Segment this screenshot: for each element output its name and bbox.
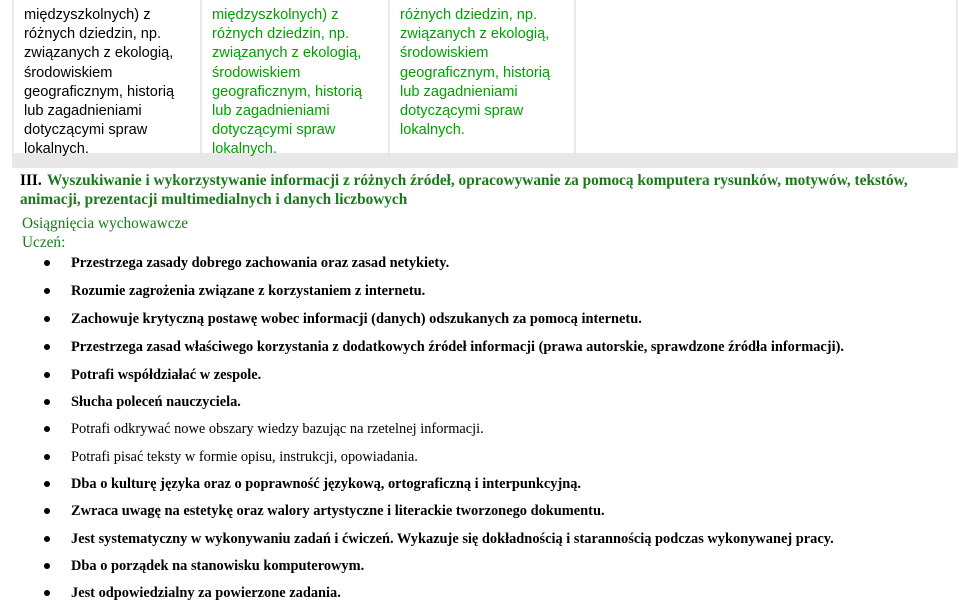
section-heading	[20, 171, 950, 209]
list-item-text: Dba o porządek na stanowisku komputerowym.	[71, 558, 365, 574]
bullet-icon	[44, 344, 50, 350]
cell-text: międzyszkolnych) z różnych dziedzin, np. związanych z ekologią, środowiskiem geograficznym, historią lub zagadnieniami dotyczącymi spraw lokalnych.	[24, 7, 175, 158]
table-cell-1	[14, 0, 200, 158]
bullet-icon	[44, 536, 50, 542]
section-title-line-2: animacji, prezentacji multimedialnych i danych liczbowych	[20, 191, 408, 208]
list-item-text: Potrafi odkrywać nowe obszary wiedzy bazując na rzetelnej informacji.	[71, 421, 484, 437]
bullet-icon	[44, 288, 50, 294]
table-cell-3	[390, 0, 574, 153]
bullet-icon	[44, 454, 50, 460]
list-item-text: Potrafi pisać teksty w formie opisu, instrukcji, opowiadania.	[71, 449, 418, 465]
table-cell-2	[202, 0, 388, 158]
achievements-title: Osiągnięcia wychowawcze	[22, 215, 189, 232]
list-item-text: Rozumie zagrożenia związane z korzystaniem z internetu.	[71, 283, 426, 299]
list-item-text: Słucha poleceń nauczyciela.	[71, 394, 241, 410]
bullet-icon	[44, 426, 50, 432]
bullet-icon	[44, 508, 50, 514]
bullet-icon	[44, 590, 50, 596]
bullet-icon	[44, 563, 50, 569]
list-item-text: Potrafi współdziałać w zespole.	[71, 367, 262, 383]
cell-text: międzyszkolnych) z różnych dziedzin, np. związanych z ekologią, środowiskiem geograficznym, historią lub zagadnieniami dotyczącymi spraw lokalnych.	[212, 7, 363, 158]
cell-text: różnych dziedzin, np. związanych z ekologią, środowiskiem geograficznym, historią lub zagadnieniami dotyczącymi spraw lokalnych.	[400, 7, 551, 139]
section-title	[20, 171, 950, 209]
list-item-text: Zwraca uwagę na estetykę oraz walory artystyczne i literackie tworzonego dokumentu.	[71, 503, 605, 519]
section-number: III.	[20, 172, 42, 189]
bullet-icon	[44, 316, 50, 322]
top-table	[12, 0, 958, 168]
list-item-text: Przestrzega zasad właściwego korzystania z dodatkowych źródeł informacji (prawa autorskie, sprawdzone źródła informacji).	[71, 339, 844, 355]
list-item-text: Jest odpowiedzialny za powierzone zadania.	[71, 585, 341, 601]
bullet-icon	[44, 372, 50, 378]
bullet-icon	[44, 399, 50, 405]
list-item-text: Dba o kulturę języka oraz o poprawność językową, ortograficzną i interpunkcyjną.	[71, 476, 582, 492]
list-item-text: Przestrzega zasady dobrego zachowania oraz zasad netykiety.	[71, 255, 450, 271]
bullet-icon	[44, 260, 50, 266]
student-label: Uczeń:	[22, 234, 66, 251]
list-item-text: Zachowuje krytyczną postawę wobec informacji (danych) odszukanych za pomocą internetu.	[71, 311, 642, 327]
section-title-line-1: Wyszukiwanie i wykorzystywanie informacji z różnych źródeł, opracowywanie za pomocą komputera rysunków, motywów, tekstów,	[47, 172, 908, 189]
list-item-text: Jest systematyczny w wykonywaniu zadań i ćwiczeń. Wykazuje się dokładnością i starannością podczas wykonywanej pracy.	[71, 531, 834, 547]
bullet-icon	[44, 481, 50, 487]
table-cell-4	[576, 0, 956, 153]
